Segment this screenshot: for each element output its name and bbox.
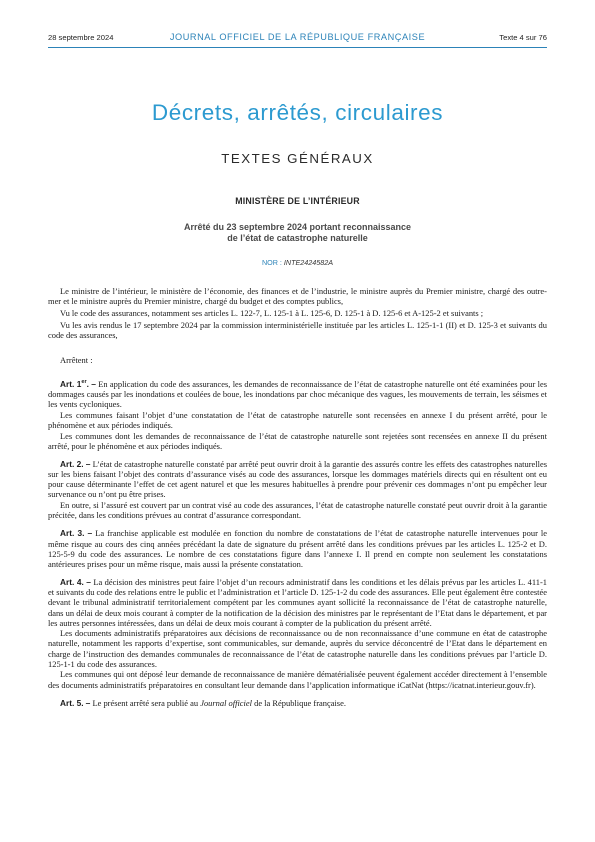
publication-date: 28 septembre 2024 — [48, 33, 114, 42]
article-2 — [48, 459, 547, 520]
article-label: Art. 5. — [60, 697, 84, 708]
article-paragraph — [48, 577, 547, 628]
arrete-title — [0, 222, 595, 244]
article-label: Art. 2. — [60, 458, 84, 469]
ministry-name: MINISTÈRE DE L’INTÉRIEUR — [235, 196, 360, 206]
article-text: En application du code des assurances, les demandes de reconnaissance de l’état de catastrophe naturelle ont été examinées pour les dommages causés par les inondations et coulées de boue, les inondations par choc mécanique des vagues, les mouvements de terrain, les séismes et les vents cycloniques. — [48, 378, 548, 410]
arrete-title-line-1: Arrêté du 23 septembre 2024 portant reconnaissance — [183, 222, 412, 232]
article-dash: – — [87, 528, 93, 539]
text-number: Texte 4 sur 76 — [499, 33, 547, 42]
nor-code: INTE2424582A — [283, 258, 334, 267]
article-text: L’état de catastrophe naturelle constaté par arrêté peut ouvrir droit à la garantie des assurés contre les effets des catastrophes naturelles sur les biens faisant l’objet des contrats d’assurance visés au code des assurances, lorsque les dommages matériels directs qui en résultent ont eu pour cause déterminante l’effet de cet agent naturel et que les mesures habituelles à prendre pour prévenir ces dommages n’ont pu empêcher leur survenance ou n’ont pu être prises. — [48, 458, 548, 500]
article-paragraph — [48, 698, 547, 708]
article-text-before: Le présent arrêté sera publié au — [92, 697, 201, 708]
article-3 — [48, 528, 547, 569]
journal-officiel-italic: Journal officiel — [200, 697, 252, 708]
article-paragraph: Les communes qui ont déposé leur demande de reconnaissance de manière dématérialisée peuvent également accéder directement à l’ensemble des documents administratifs préparatoires en consultant leur demande dans l’application informatique iCatNat (https://icatnat.interieur.gouv.fr). — [48, 669, 547, 690]
nor-reference — [0, 258, 595, 267]
article-4 — [48, 577, 547, 690]
arrete-title-line-2: de l’état de catastrophe naturelle — [227, 233, 368, 243]
nor-label: NOR : — [261, 258, 282, 267]
section-title: Décrets, arrêtés, circulaires — [151, 100, 444, 125]
article-dash: – — [91, 378, 96, 389]
article-label: Art. 1er. — [60, 378, 89, 389]
article-paragraph: En outre, si l’assuré est couvert par un contrat visé au code des assurances, l’état de catastrophe naturelle constaté peut ouvrir droit à la garantie précitée, dans les conditions prévues au contrat d’assurance correspondant. — [48, 500, 547, 521]
article-dash: – — [85, 458, 91, 469]
article-1 — [48, 377, 547, 451]
article-dash: – — [86, 577, 91, 588]
preamble-vu-avis: Vu les avis rendus le 17 septembre 2024 par la commission interministérielle instituée par les articles L. 125-1-1 (II) et D. 125-3 et suivants du code des assurances, — [48, 319, 547, 340]
arretent-line: Arrêtent : — [60, 354, 93, 365]
article-text-after: de la République française. — [252, 697, 346, 708]
article-paragraph — [48, 377, 547, 409]
article-paragraph: Les communes faisant l’objet d’une constatation de l’état de catastrophe naturelle sont recensées en annexe I du présent arrêté, pour le phénomène et aux périodes indiqués. — [48, 409, 547, 431]
article-text: La franchise applicable est modulée en fonction du nombre de constatations de l’état de catastrophe naturelle intervenues pour le même risque au cours des cinq années précédant la date de signature du présent arrêté dans les conditions prévues par les articles L. 125-2 et D. 125-5-9 du code des assurances. Le nombre de ces constatations figure dans l’annexe I. Il prend en compte non seulement les constatations antérieures prises pour un même risque, mais aussi la présente constatation. — [48, 528, 548, 569]
article-5 — [48, 698, 547, 708]
document-body — [48, 286, 547, 716]
journal-title: JOURNAL OFFICIEL DE LA RÉPUBLIQUE FRANÇAISE — [169, 32, 426, 42]
preamble-vu-code: Vu le code des assurances, notamment ses articles L. 122-7, L. 125-1 à L. 125-6, D. 125-1 à D. 125-6 et A-125-2 et suivants ; — [60, 307, 484, 318]
article-text: La décision des ministres peut faire l’objet d’un recours administratif dans les conditions et les délais prévus par les articles L. 411-1 et suivants du code des relations entre le public et l’administration et l’article D. 125-1-2 du code des assurances. Elle peut également être contestée devant le tribunal administratif territorialement compétent par les communes ayant sollicité la reconnaissance de l’état de catastrophe naturelle, dans un délai de deux mois courant à compter de la notification de la décision des ministres par le représentant de l’Etat dans le département, et par les autres personnes intéressées, dans un délai de deux mois courant à compter de la publication du présent arrêté. — [48, 577, 548, 628]
subsection-title: TEXTES GÉNÉRAUX — [221, 151, 374, 166]
article-paragraph — [48, 528, 547, 569]
preamble-ministers: Le ministre de l’intérieur, le ministère de l’économie, des finances et de l’industrie, le ministre auprès du Premier ministre, chargé des outre-mer et le ministre auprès du Premier ministre, chargé du budget et des comptes publics, — [48, 286, 547, 307]
article-label: Art. 4. — [60, 577, 84, 588]
page-header — [0, 33, 595, 45]
article-paragraph: Les communes dont les demandes de reconnaissance de l’état de catastrophe naturelle sont rejetées sont recensées en annexe II du présent arrêté, pour le phénomène et aux périodes indiqués. — [48, 430, 547, 451]
article-label: Art. 3. — [60, 528, 85, 539]
article-dash: – — [85, 697, 91, 708]
article-paragraph: Les documents administratifs préparatoires aux décisions de reconnaissance ou de non reconnaissance d’une commune en état de catastrophe naturelle, notamment les rapports d’expertise, sont communicables, sur demande, auprès du service déconcentré de l’Etat dans le département en charge de l’instruction des demandes communales de reconnaissance de l’état de catastrophe naturelle dans les conditions prévues par l’article D. 125-1-1 du code des assurances. — [48, 628, 547, 669]
header-divider — [48, 47, 547, 48]
article-paragraph — [48, 459, 547, 500]
